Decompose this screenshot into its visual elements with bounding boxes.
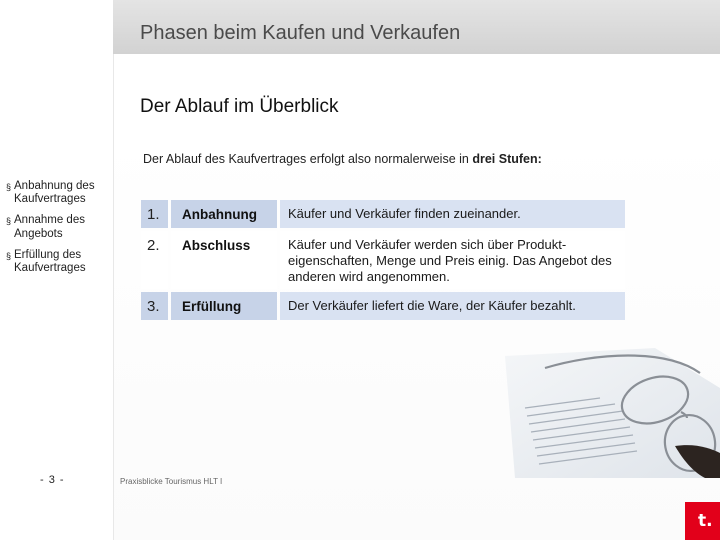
step-row bbox=[141, 231, 625, 289]
sidebar-item-label: Erfüllung des Kaufvertrages bbox=[14, 248, 86, 275]
logo-text: t. bbox=[698, 511, 713, 531]
sidebar-item-label: Anbahnung des Kaufvertrages bbox=[14, 180, 95, 206]
step-description: Der Verkäufer liefert die Ware, der Käufer bezahlt. bbox=[280, 292, 625, 320]
step-description: Käufer und Verkäufer finden zueinander. bbox=[280, 200, 625, 228]
page-number: - 3 - bbox=[40, 474, 65, 486]
intro-text bbox=[143, 152, 542, 166]
contract-glasses-photo bbox=[505, 348, 720, 478]
intro-emphasis: drei Stufen: bbox=[472, 152, 542, 166]
section-title: Der Ablauf im Überblick bbox=[140, 96, 339, 117]
bullet-icon: § bbox=[6, 216, 12, 227]
bullet-icon: § bbox=[6, 182, 12, 192]
page-title: Phasen beim Kaufen und Verkaufen bbox=[140, 22, 461, 44]
step-description: Käufer und Verkäufer werden sich über Produkt-eigenschaften, Menge und Preis einig. Das Angebot des anderen wird angenommen. bbox=[280, 231, 625, 289]
step-name: Abschluss bbox=[171, 231, 277, 289]
brand-logo bbox=[685, 502, 720, 540]
step-number: 3. bbox=[141, 292, 168, 320]
step-number: 2. bbox=[141, 231, 168, 289]
sidebar-item-label: Annahme des Angebots bbox=[14, 214, 85, 240]
sidebar-item-erfuellung bbox=[6, 249, 110, 275]
step-name: Erfüllung bbox=[171, 292, 277, 320]
step-number: 1. bbox=[141, 200, 168, 228]
step-row bbox=[141, 292, 625, 320]
intro-prefix: Der Ablauf des Kaufvertrages erfolgt also normalerweise in bbox=[143, 152, 473, 166]
bullet-icon: § bbox=[6, 250, 12, 261]
sidebar-agenda bbox=[6, 180, 110, 283]
sidebar-item-annahme bbox=[6, 214, 110, 240]
step-row bbox=[141, 200, 625, 228]
step-name: Anbahnung bbox=[171, 200, 277, 228]
sidebar-item-anbahnung bbox=[6, 180, 110, 206]
footer-text: Praxisblicke Tourismus HLT I bbox=[120, 477, 223, 486]
